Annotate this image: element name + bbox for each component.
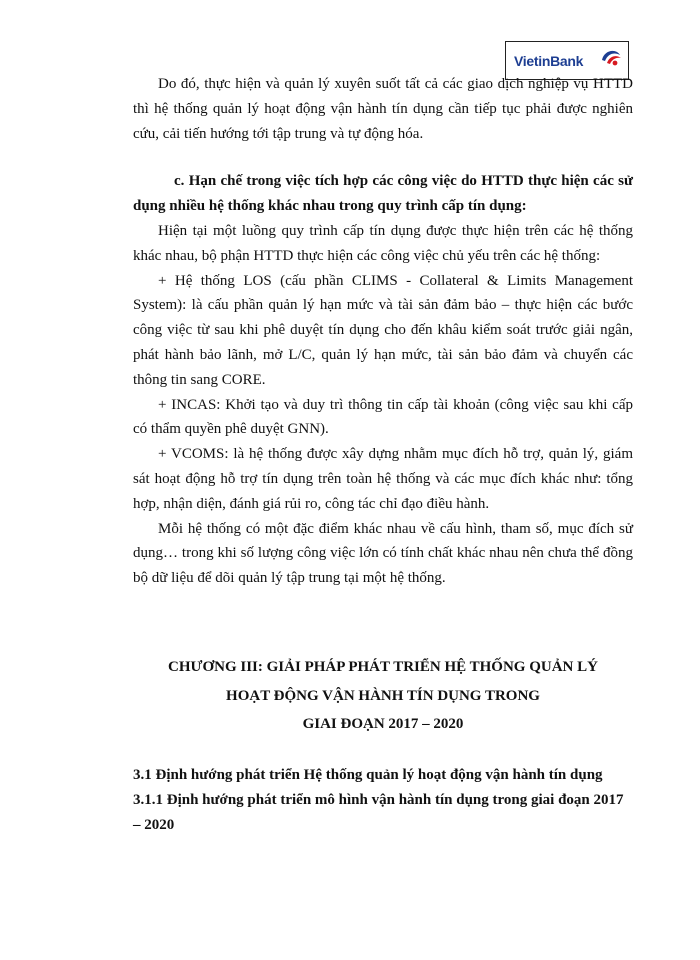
paragraph-vcoms: + VCOMS: là hệ thống được xây dựng nhằm mục đích hỗ trợ, quản lý, giám sát hoạt động hỗ trợ tín dụng trên toàn hệ thống và các mục đích khác như: tổng hợp, nhận diện, đánh giá rủi ro, công tác chỉ đạo điều hành. — [133, 446, 633, 512]
paragraph-2: Hiện tại một luồng quy trình cấp tín dụng được thực hiện trên các hệ thống khác nhau, bộ phận HTTD thực hiện các công việc chủ yếu trên các hệ thống: — [133, 222, 633, 264]
chapter-title-line-1: CHƯƠNG III: GIẢI PHÁP PHÁT TRIỂN HỆ THỐNG QUẢN LÝ — [168, 659, 598, 675]
logo-text: VietinBank — [514, 53, 584, 69]
section-3-1-heading: 3.1 Định hướng phát triển Hệ thống quản lý hoạt động vận hành tín dụng — [133, 767, 603, 783]
document-body — [133, 72, 633, 591]
paragraph-6: Mỗi hệ thống có một đặc điểm khác nhau về cấu hình, tham số, mục đích sử dụng… trong khi số lượng công việc lớn có tính chất khác nhau nên chưa thể đồng bộ dữ liệu để dõi quản lý tập trung tại một hệ thống. — [133, 520, 633, 587]
vietinbank-logo-icon — [599, 47, 623, 67]
subheading-c: c. Hạn chế trong việc tích hợp các công việc do HTTD thực hiện các sử dụng nhiều hệ thống khác nhau trong quy trình cấp tín dụng: — [133, 173, 633, 215]
chapter-title-line-2: HOẠT ĐỘNG VẬN HÀNH TÍN DỤNG TRONG — [226, 687, 540, 704]
section-3-1-1-heading: 3.1.1 Định hướng phát triển mô hình vận hành tín dụng trong giai đoạn 2017 – 2020 — [133, 791, 624, 833]
paragraph-los: + Hệ thống LOS (cấu phần CLIMS - Collateral & Limits Management System): là cấu phần quản lý hạn mức và tài sản đảm bảo – thực hiện các bước công việc từ sau khi phê duyệt tín dụng cho đến khâu kiểm soát trước giải ngân, phát hành bảo lãnh, mở L/C, quản lý hạn mức, tài sản bảo đảm và chuyển các thông tin sang CORE. — [133, 272, 633, 388]
chapter-title — [133, 653, 633, 739]
section-headings — [133, 763, 633, 837]
paragraph-1: Do đó, thực hiện và quản lý xuyên suốt tất cả các giao dịch nghiệp vụ HTTD thì hệ thống quản lý hoạt động vận hành tín dụng cần tiếp tục phải được nghiên cứu, cải tiến hướng tới tập trung và tự động hóa. — [133, 76, 633, 142]
paragraph-incas: + INCAS: Khởi tạo và duy trì thông tin cấp tài khoản (công việc sau khi cấp có thẩm quyền phê duyệt GNN). — [133, 396, 633, 438]
chapter-title-line-3: GIAI ĐOẠN 2017 – 2020 — [302, 716, 464, 732]
